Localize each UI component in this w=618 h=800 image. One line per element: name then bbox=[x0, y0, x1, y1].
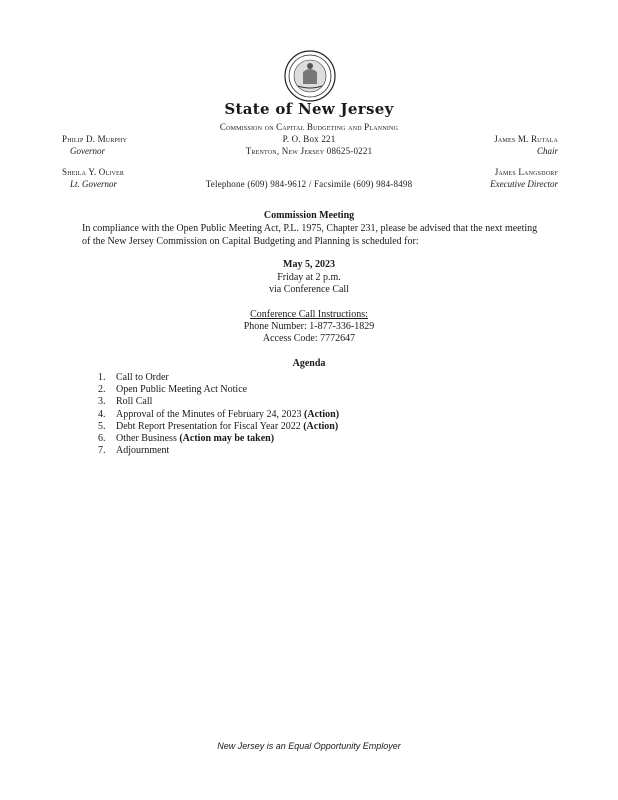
chair-title: Chair bbox=[536, 146, 558, 156]
agenda-item bbox=[98, 421, 339, 433]
agenda-item-action: (Action) bbox=[303, 420, 339, 432]
agenda-item bbox=[98, 433, 339, 445]
state-seal-icon bbox=[284, 50, 336, 102]
agenda-item bbox=[98, 384, 339, 396]
po-box: P. O. Box 221 bbox=[282, 134, 336, 144]
agenda-item-text: Adjournment bbox=[116, 445, 170, 457]
meeting-time: Friday at 2 p.m. bbox=[277, 272, 341, 283]
lt-governor-title: Lt. Governor bbox=[70, 179, 117, 189]
agenda-item-number: 6. bbox=[98, 433, 106, 445]
agenda-item-text: Roll Call bbox=[116, 396, 153, 408]
agenda-item-text: Approval of the Minutes of February 24, 2023 bbox=[116, 408, 302, 420]
agenda-item-text: Other Business bbox=[116, 433, 177, 445]
lt-governor-name: Sheila Y. Oliver bbox=[62, 167, 125, 177]
phone-fax: Telephone (609) 984-9612 / Facsimile (609) 984-8498 bbox=[205, 179, 413, 189]
agenda-item bbox=[98, 445, 339, 457]
agenda-item-action: (Action) bbox=[304, 408, 340, 420]
agenda-item-number: 1. bbox=[98, 372, 106, 383]
conference-access-code: Access Code: 7772647 bbox=[262, 333, 356, 344]
agenda-list bbox=[98, 372, 339, 457]
chair-block bbox=[494, 133, 558, 157]
executive-director-name: James Langsdorf bbox=[494, 167, 558, 177]
agenda-item-number: 4. bbox=[98, 408, 106, 420]
chair-name: James M. Rutala bbox=[494, 134, 558, 144]
agenda-item-action: (Action may be taken) bbox=[179, 433, 275, 445]
meeting-date: May 5, 2023 bbox=[283, 259, 335, 270]
commission-name: Commission on Capital Budgeting and Planning bbox=[219, 122, 399, 132]
agenda-item bbox=[98, 396, 339, 408]
conference-heading: Conference Call Instructions: bbox=[250, 309, 368, 320]
executive-director-title: Executive Director bbox=[490, 179, 558, 189]
governor-block bbox=[62, 133, 127, 157]
meeting-notice: In compliance with the Open Public Meeting Act, P.L. 1975, Chapter 231, please be advised that the next meeting of the New Jersey Commission on Capital Budgeting and Planning is scheduled for: bbox=[82, 223, 538, 247]
agenda-heading: Agenda bbox=[292, 358, 326, 369]
governor-name: Philip D. Murphy bbox=[62, 134, 128, 144]
meeting-method: via Conference Call bbox=[269, 284, 349, 295]
agenda-item bbox=[98, 372, 339, 384]
agenda-item-text: Open Public Meeting Act Notice bbox=[116, 384, 248, 396]
state-title: State of New Jersey bbox=[224, 100, 394, 118]
agenda-item-text: Call to Order bbox=[116, 372, 169, 383]
executive-director-block bbox=[490, 166, 558, 190]
agenda-item-number: 3. bbox=[98, 396, 106, 408]
conference-phone: Phone Number: 1-877-336-1829 bbox=[243, 321, 375, 332]
agenda-item-number: 7. bbox=[98, 445, 106, 457]
agenda-item-number: 5. bbox=[98, 420, 106, 432]
city-address: Trenton, New Jersey 08625-0221 bbox=[245, 146, 373, 156]
agenda-item-text: Debt Report Presentation for Fiscal Year 2022 bbox=[116, 420, 301, 432]
meeting-heading: Commission Meeting bbox=[263, 210, 355, 221]
agenda-item bbox=[98, 409, 339, 421]
governor-title: Governor bbox=[70, 146, 105, 156]
agenda-item-number: 2. bbox=[98, 384, 106, 396]
footer-eoe: New Jersey is an Equal Opportunity Employer bbox=[217, 741, 401, 751]
lt-governor-block bbox=[62, 166, 124, 190]
